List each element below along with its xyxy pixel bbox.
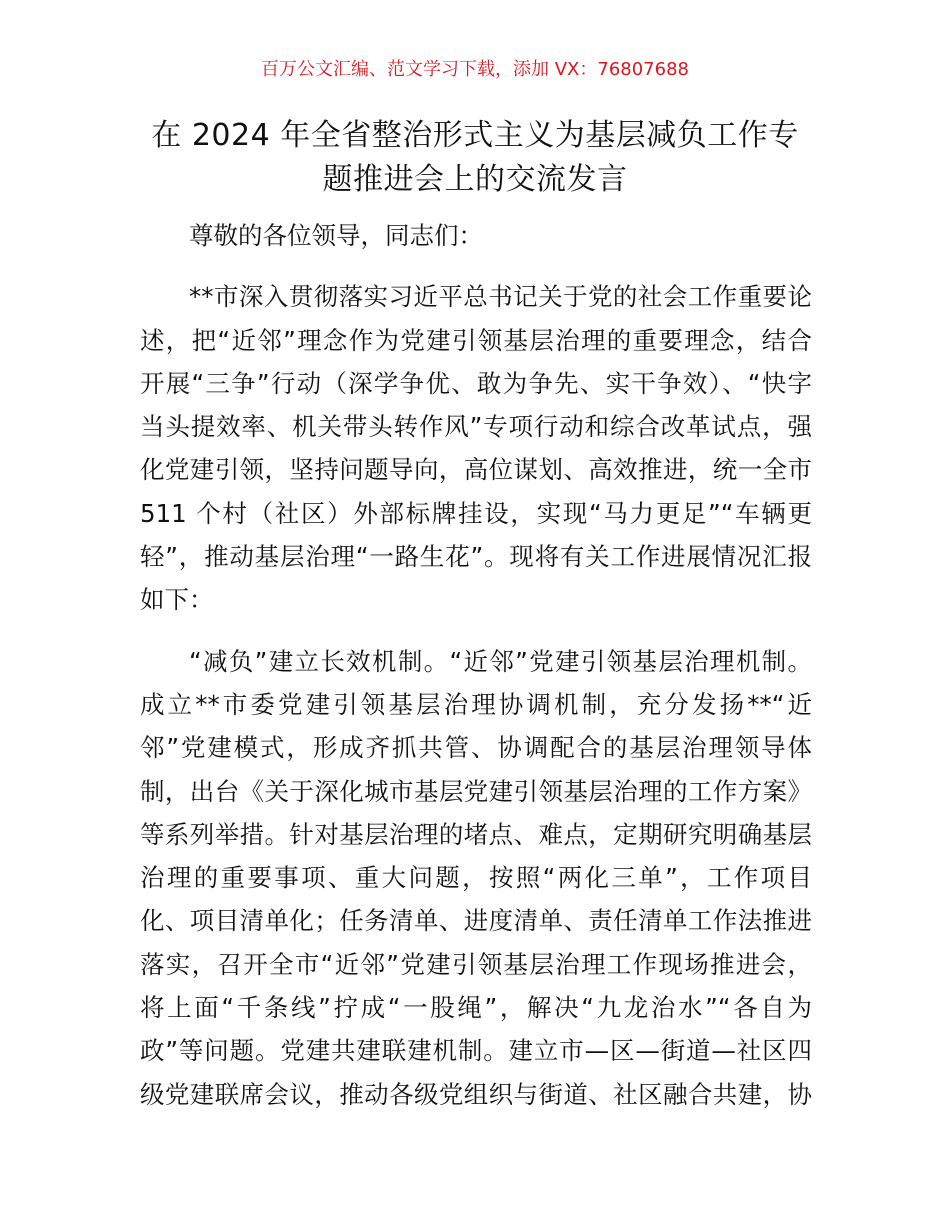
paragraph-line: 述，把“近邻”理念作为党建引领基层治理的重要理念，结合	[140, 325, 812, 355]
watermark-banner: 百万公文汇编、范文学习下载，添加 VX：76807688	[261, 59, 689, 80]
paragraph-line: 邻”党建模式，形成齐抓共管、协调配合的基层治理领导体	[140, 733, 812, 763]
document-title	[130, 114, 820, 202]
paragraph-2	[140, 640, 812, 1116]
paragraph-line: 级党建联席会议，推动各级党组织与街道、社区融合共建，协	[140, 1079, 812, 1109]
paragraph-line: 化党建引领，坚持问题导向，高位谋划、高效推进，统一全市	[140, 455, 812, 485]
title-line: 在 2024 年全省整治形式主义为基层减负工作专	[151, 118, 799, 153]
paragraph-line: 治理的重要事项、重大问题，按照“两化三单”，工作项目	[140, 863, 812, 893]
paragraph-line: 轻”，推动基层治理“一路生花”。现将有关工作进展情况汇报	[140, 542, 812, 572]
paragraph-line: “减负”建立长效机制。“近邻”党建引领基层治理机制。	[189, 646, 812, 676]
paragraph-line: 当头提效率、机关带头转作风”专项行动和综合改革试点，强	[140, 412, 812, 442]
paragraph-line: 落实，召开全市“近邻”党建引领基层治理工作现场推进会，	[140, 949, 812, 979]
paragraph-line: 制，出台《关于深化城市基层党建引领基层治理的工作方案》	[140, 776, 812, 806]
salutation: 尊敬的各位领导，同志们：	[189, 221, 483, 250]
paragraph-line: 等系列举措。针对基层治理的堵点、难点，定期研究明确基层	[140, 819, 812, 849]
document-body	[140, 214, 812, 1116]
paragraph-line: 将上面“千条线”拧成“一股绳”，解决“九龙治水”“各自为	[140, 993, 812, 1023]
paragraph-line: 成立**市委党建引领基层治理协调机制，充分发扬**“近	[140, 689, 812, 719]
paragraph-line: 化、项目清单化；任务清单、进度清单、责任清单工作法推进	[140, 906, 812, 936]
paragraph-line: 政”等问题。党建共建联建机制。建立市—区—街道—社区四	[140, 1036, 812, 1066]
title-line: 题推进会上的交流发言	[322, 162, 628, 197]
paragraph-1	[140, 275, 812, 621]
paragraph-line: 开展“三争”行动（深学争优、敢为争先、实干争效）、“快字	[140, 368, 812, 398]
paragraph-line: 511 个村（社区）外部标牌挂设，实现“马力更足”“车辆更	[140, 498, 812, 528]
paragraph-line: **市深入贯彻落实习近平总书记关于党的社会工作重要论	[189, 282, 812, 312]
paragraph-line: 如下：	[140, 585, 214, 615]
